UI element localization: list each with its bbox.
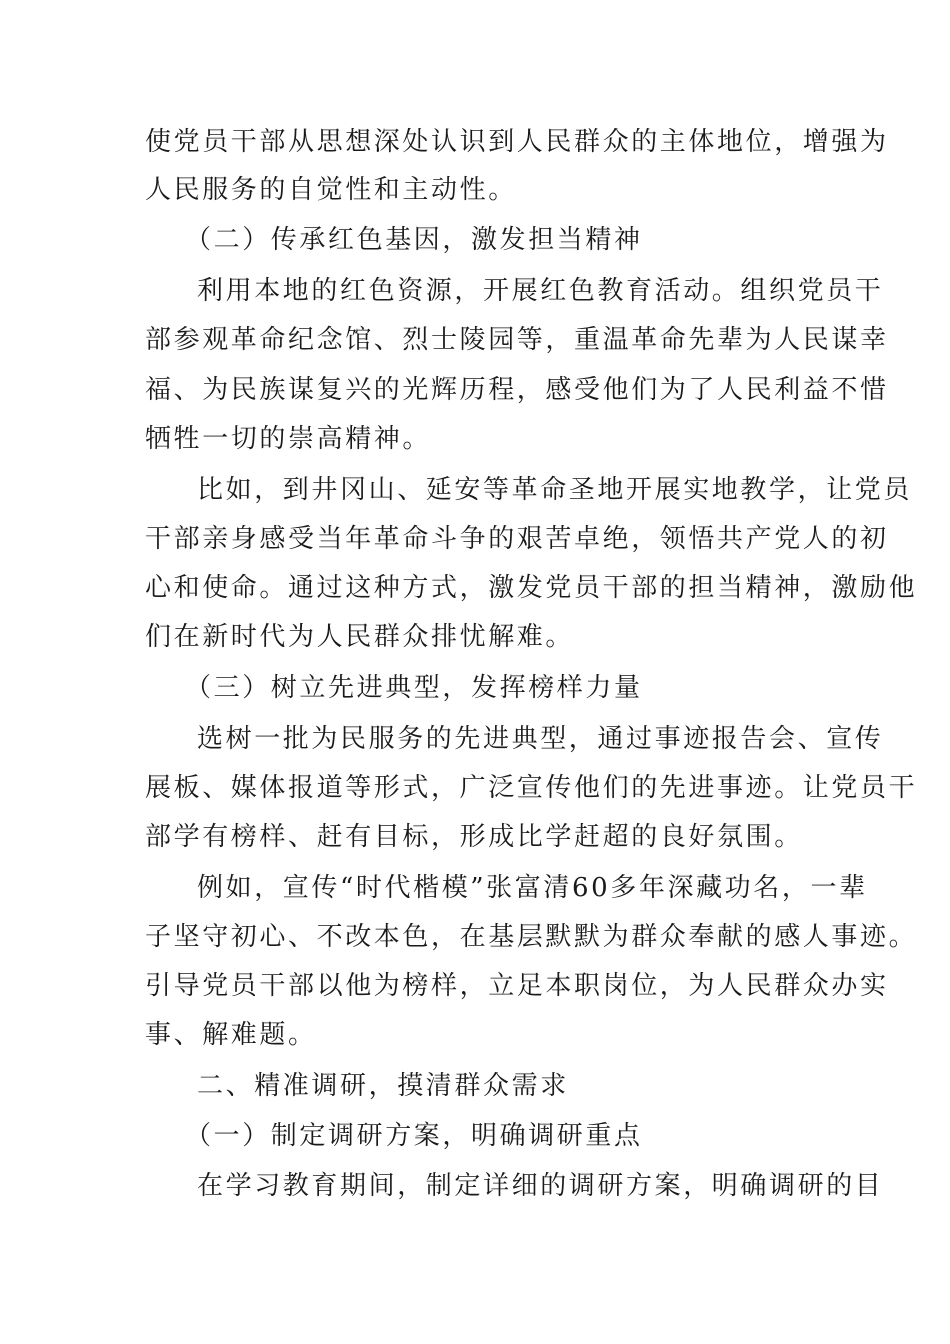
paragraph-line: 人民服务的自觉性和主动性。	[145, 175, 517, 205]
paragraph-line: 在学习教育期间，制定详细的调研方案，明确调研的目	[197, 1171, 884, 1201]
paragraph-line: 福、为民族谋复兴的光辉历程，感受他们为了人民利益不惜	[145, 375, 889, 405]
paragraph-line: 心和使命。通过这种方式，激发党员干部的担当精神，激励他	[145, 573, 918, 603]
paragraph-line: 引导党员干部以他为榜样，立足本职岗位，为人民群众办实	[145, 971, 889, 1001]
paragraph-line: 比如，到井冈山、延安等革命圣地开展实地教学，让党员	[197, 475, 913, 505]
paragraph-line: 子坚守初心、不改本色，在基层默默为群众奉献的感人事迹。	[145, 922, 918, 952]
section-heading: （二）传承红色基因，激发担当精神	[185, 225, 643, 255]
paragraph-line: 选树一批为民服务的先进典型，通过事迹报告会、宣传	[197, 724, 884, 754]
paragraph-line: 部参观革命纪念馆、烈士陵园等，重温革命先辈为人民谋幸	[145, 325, 889, 355]
section-heading: （三）树立先进典型，发挥榜样力量	[185, 673, 643, 703]
chapter-heading: 二、精准调研，摸清群众需求	[197, 1071, 569, 1101]
paragraph-line: 们在新时代为人民群众排忧解难。	[145, 622, 575, 652]
paragraph-line: 牺牲一切的崇高精神。	[145, 424, 432, 454]
paragraph-line: 干部亲身感受当年革命斗争的艰苦卓绝，领悟共产党人的初	[145, 524, 889, 554]
paragraph-line: 部学有榜样、赶有目标，形成比学赶超的良好氛围。	[145, 822, 803, 852]
paragraph-line: 利用本地的红色资源，开展红色教育活动。组织党员干	[197, 276, 884, 306]
section-heading: （一）制定调研方案，明确调研重点	[185, 1121, 643, 1151]
paragraph-line: 例如，宣传“时代楷模”张富清60多年深藏功名，一辈	[197, 873, 868, 903]
paragraph-line: 使党员干部从思想深处认识到人民群众的主体地位，增强为	[145, 127, 889, 157]
paragraph-line: 展板、媒体报道等形式，广泛宣传他们的先进事迹。让党员干	[145, 773, 918, 803]
paragraph-line: 事、解难题。	[145, 1020, 317, 1050]
